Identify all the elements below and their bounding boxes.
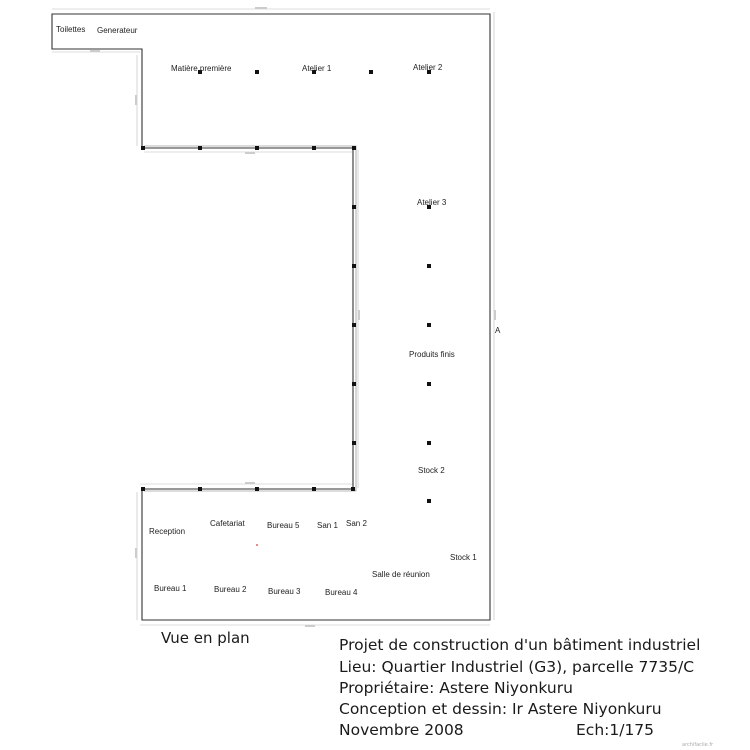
column: [427, 441, 431, 445]
structural-columns: [141, 70, 431, 503]
view-caption: Vue en plan: [161, 629, 250, 647]
project-owner: Propriétaire: Astere Niyonkuru: [339, 679, 573, 697]
room-label-bureau-2: Bureau 2: [214, 585, 247, 594]
column: [255, 487, 259, 491]
column: [312, 146, 316, 150]
title-block: [339, 636, 700, 739]
column: [427, 264, 431, 268]
room-label-atelier-2: Atelier 2: [413, 63, 443, 72]
column: [427, 499, 431, 503]
red-point-marker: [256, 544, 258, 546]
room-label-san-2: San 2: [346, 519, 367, 528]
column: [352, 382, 356, 386]
column: [352, 323, 356, 327]
column: [352, 441, 356, 445]
watermark: archifacile.fr: [682, 742, 714, 748]
room-label-matiere-premiere: Matière première: [171, 64, 232, 73]
room-label-stock-2: Stock 2: [418, 466, 445, 475]
room-label-bureau-3: Bureau 3: [268, 587, 301, 596]
room-label-toilettes: Toilettes: [56, 25, 86, 34]
project-title: Projet de construction d'un bâtiment industriel: [339, 636, 701, 654]
room-label-salle-de-reunion: Salle de réunion: [372, 570, 430, 579]
room-label-generateur: Generateur: [97, 26, 138, 35]
column: [352, 205, 356, 209]
column: [198, 487, 202, 491]
column: [255, 146, 259, 150]
column: [427, 323, 431, 327]
room-label-bureau-1: Bureau 1: [154, 584, 187, 593]
column: [427, 382, 431, 386]
dimension-lines: [52, 9, 494, 625]
inner-wall: [144, 146, 356, 491]
column: [255, 70, 259, 74]
room-label-bureau-4: Bureau 4: [325, 588, 358, 597]
column: [369, 70, 373, 74]
room-label-stock-1: Stock 1: [450, 553, 477, 562]
project-location: Lieu: Quartier Industriel (G3), parcelle 7735/C: [339, 658, 695, 676]
project-scale: Ech:1/175: [576, 721, 655, 739]
room-label-atelier-3: Atelier 3: [417, 198, 447, 207]
project-date: Novembre 2008: [339, 721, 464, 739]
column: [141, 487, 145, 491]
room-label-produits-finis: Produits finis: [409, 350, 455, 359]
column: [198, 146, 202, 150]
room-label-bureau-5: Bureau 5: [267, 521, 300, 530]
column: [352, 264, 356, 268]
room-label-cafetariat: Cafetariat: [210, 519, 245, 528]
column: [312, 487, 316, 491]
room-label-reception: Reception: [149, 527, 186, 536]
section-marker-a: A: [495, 326, 501, 335]
column: [351, 487, 355, 491]
project-designer: Conception et dessin: Ir Astere Niyonkuru: [339, 700, 662, 718]
column: [141, 146, 145, 150]
column: [352, 146, 356, 150]
room-label-atelier-1: Atelier 1: [302, 64, 332, 73]
room-labels: [56, 25, 477, 597]
room-label-san-1: San 1: [317, 521, 338, 530]
